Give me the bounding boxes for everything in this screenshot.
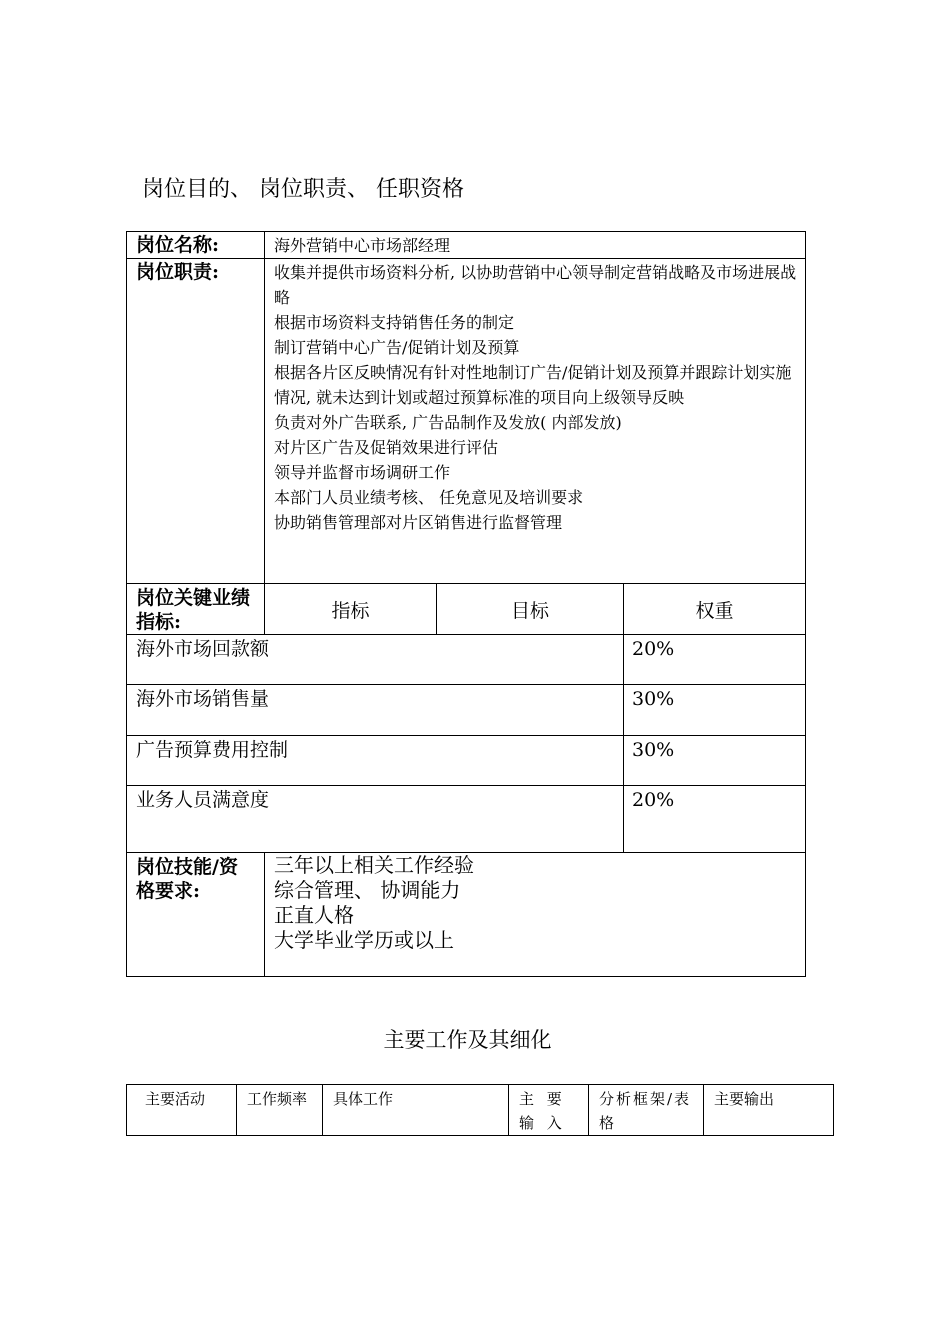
work-breakdown-table [126,1084,834,1136]
kpi-label: 岗位关键业绩指标: [127,584,265,635]
page-heading: 岗位目的、 岗位职责、 任职资格 [142,177,464,202]
duties-label: 岗位职责: [127,259,265,584]
kpi-name: 海外市场回款额 [127,635,624,685]
duty-item: 本部门人员业绩考核、 任免意见及培训要求 [274,488,584,507]
col-header-main-output: 主要输出 [704,1085,834,1136]
kpi-header-weight: 权重 [624,584,806,635]
kpi-name: 业务人员满意度 [127,786,624,853]
col-header-analysis-framework: 分析框架/表格 [589,1085,704,1136]
kpi-name: 海外市场销售量 [127,685,624,736]
duty-item: 协助销售管理部对片区销售进行监督管理 [274,513,563,532]
job-name-label: 岗位名称: [127,232,265,259]
kpi-name: 广告预算费用控制 [127,736,624,786]
col-header-specific-work: 具体工作 [323,1085,509,1136]
skill-item: 正直人格 [274,903,354,927]
skill-item: 大学毕业学历或以上 [274,928,454,952]
section-heading: 主要工作及其细化 [383,1028,552,1052]
col-header-frequency: 工作频率 [237,1085,323,1136]
duties-cell [265,259,806,584]
kpi-weight: 20% [624,635,806,685]
kpi-row [127,736,806,786]
skill-item: 三年以上相关工作经验 [274,853,474,877]
kpi-header-target: 目标 [437,584,624,635]
kpi-row [127,786,806,853]
duty-item: 对片区广告及促销效果进行评估 [274,438,499,457]
kpi-row [127,635,806,685]
duty-item: 收集并提供市场资料分析, 以协助营销中心领导制定营销战略及市场进展战略 [274,263,797,307]
job-name-value: 海外营销中心市场部经理 [265,232,806,259]
duty-item: 负责对外广告联系, 广告品制作及发放( 内部发放) [274,413,622,432]
kpi-weight: 20% [624,786,806,853]
duty-item: 根据各片区反映情况有针对性地制订广告/促销计划及预算并跟踪计划实施情况, 就未达到计划或超过预算标准的项目向上级领导反映 [274,363,792,407]
job-description-table [126,231,806,977]
kpi-weight: 30% [624,685,806,736]
skills-cell [265,853,806,977]
duty-item: 领导并监督市场调研工作 [274,463,451,482]
duty-item: 制订营销中心广告/促销计划及预算 [274,338,520,357]
duty-item: 根据市场资料支持销售任务的制定 [274,313,515,332]
kpi-weight: 30% [624,736,806,786]
kpi-row [127,685,806,736]
skills-label: 岗位技能/资格要求: [127,853,265,977]
skill-item: 综合管理、 协调能力 [274,878,461,902]
kpi-header-indicator: 指标 [265,584,437,635]
col-header-main-input: 主 要 输 入 [509,1085,589,1136]
col-header-main-activity: 主要活动 [127,1085,237,1136]
